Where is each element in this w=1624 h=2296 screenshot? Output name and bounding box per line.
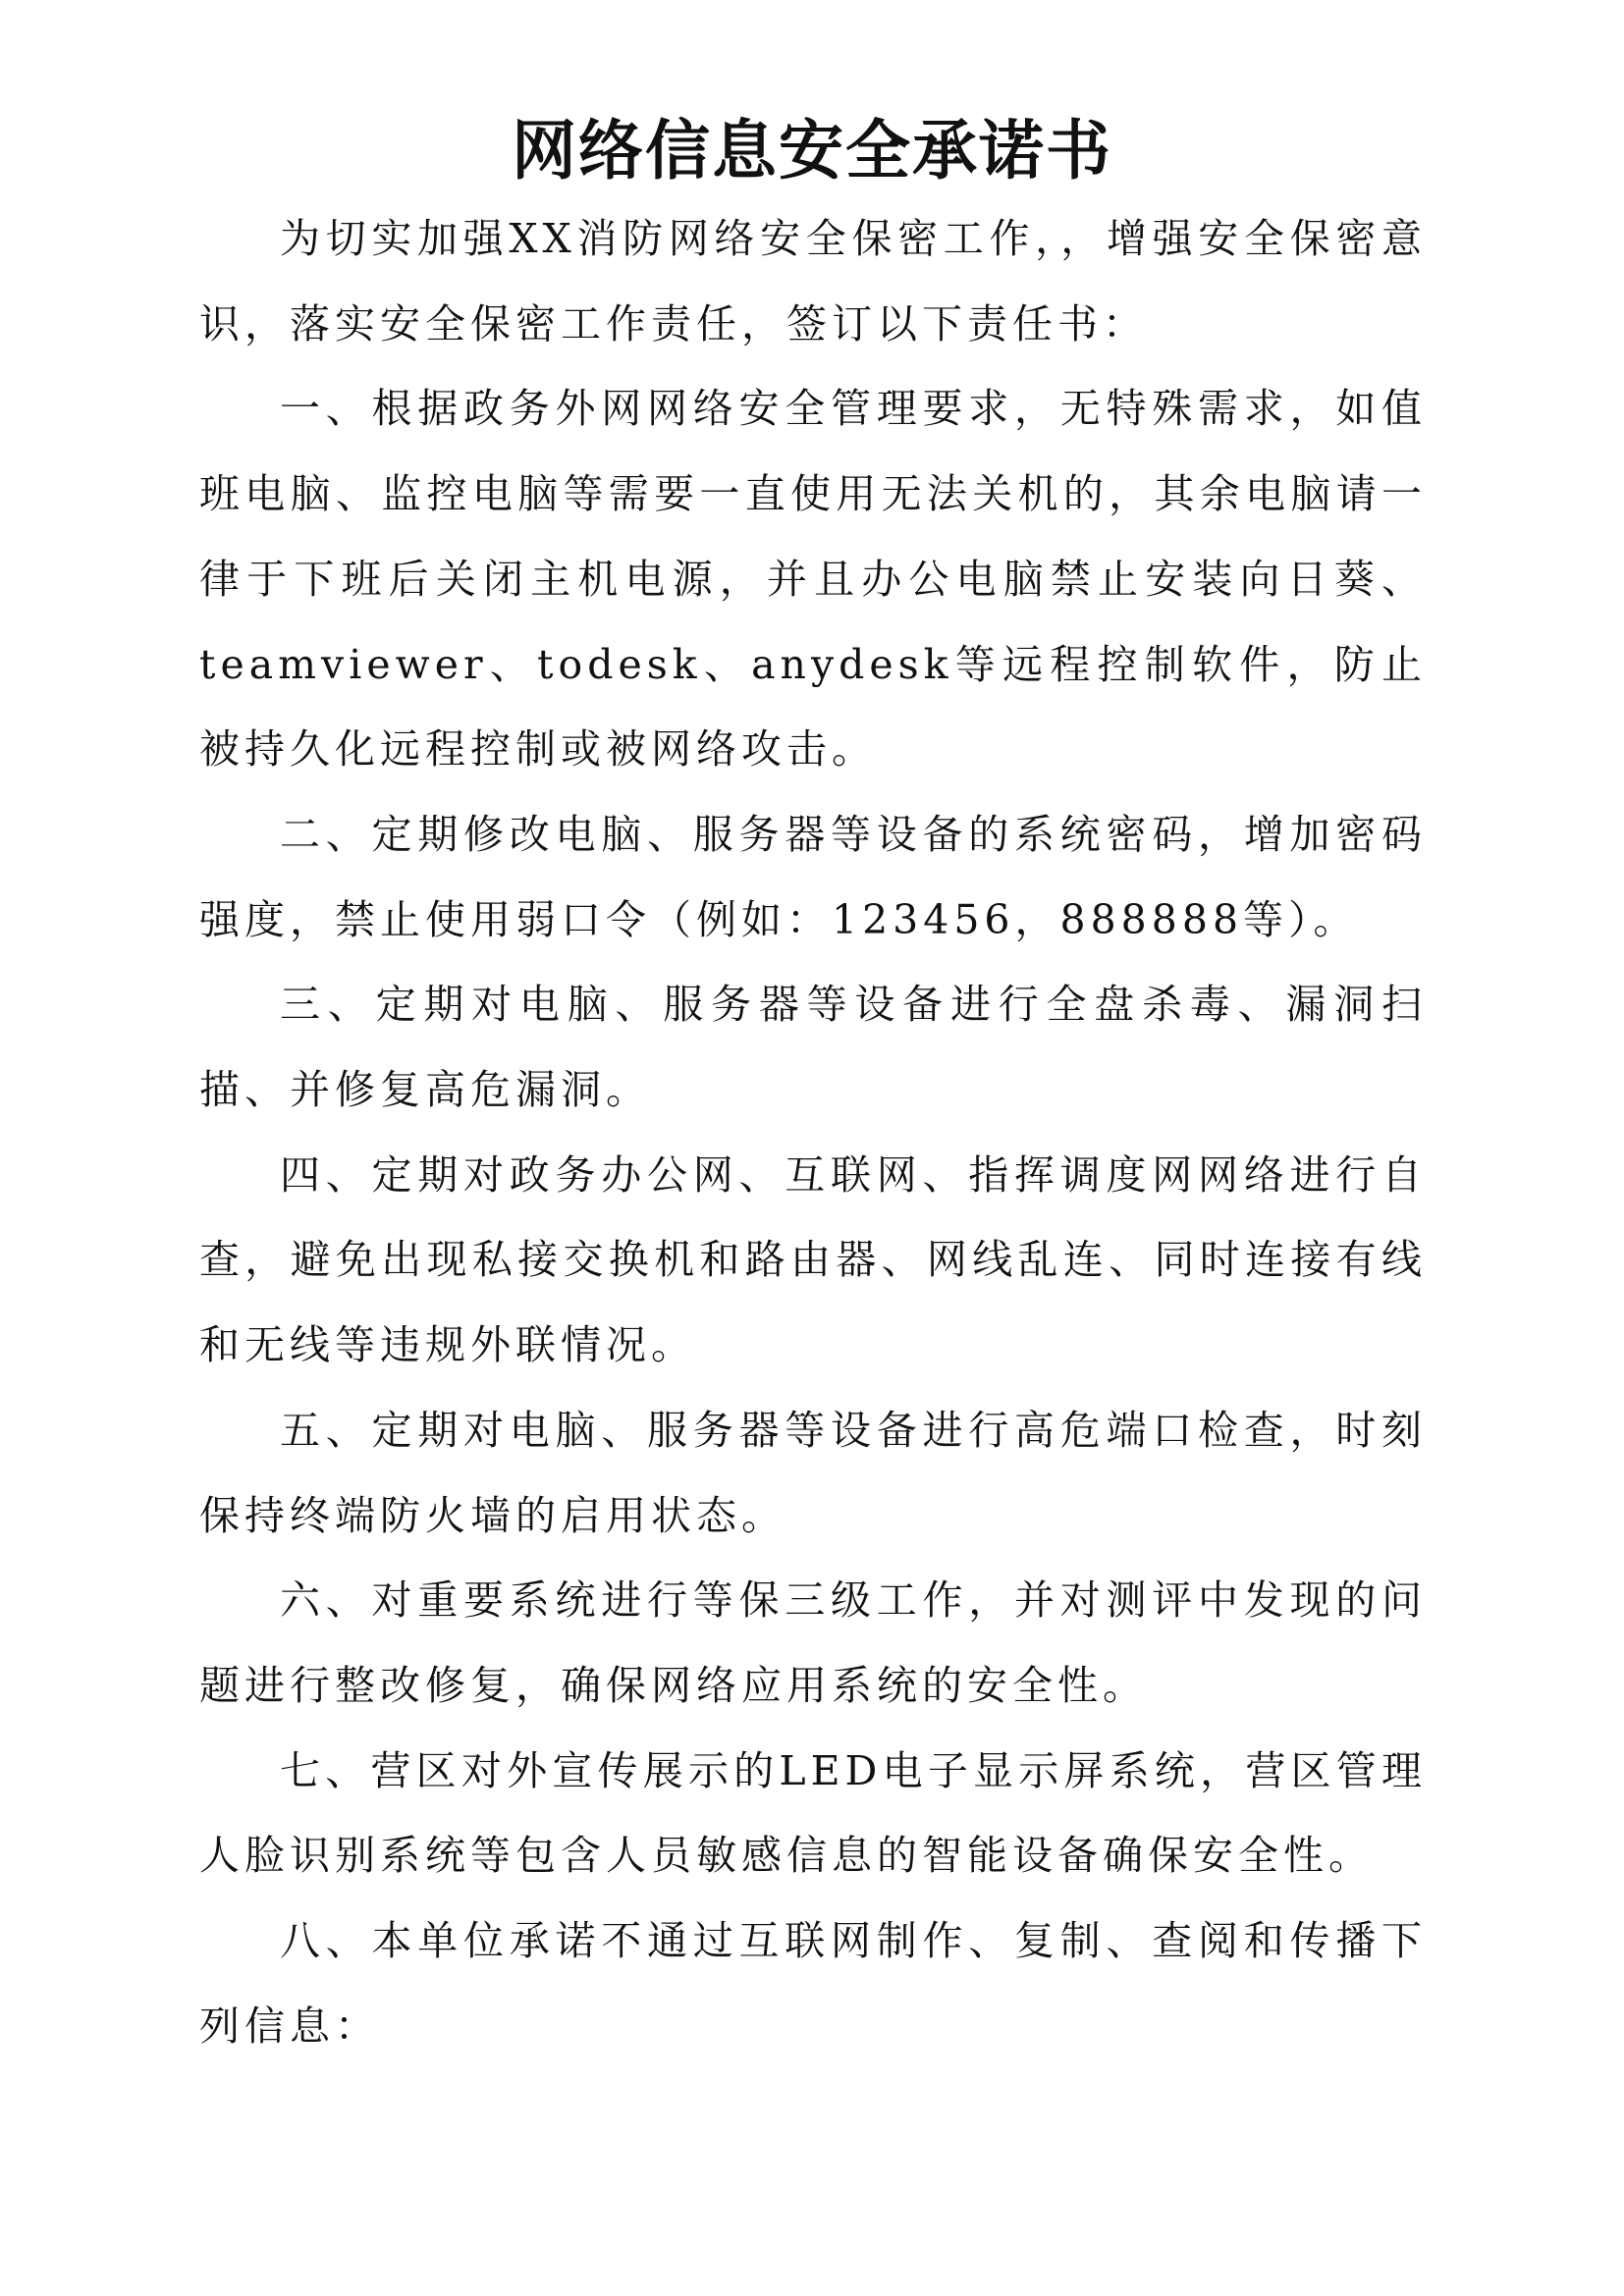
clause-1-paragraph: 一、根据政务外网网络安全管理要求，无特殊需求，如值班电脑、监控电脑等需要一直使用无法关机的，其余电脑请一律于下班后关闭主机电源，并且办公电脑禁止安装向日葵、teamviewer、todesk、anydesk等远程控制软件，防止被持久化远程控制或被网络攻击。 — [199, 385, 1427, 774]
clause-2-paragraph: 二、定期修改电脑、服务器等设备的系统密码，增加密码强度，禁止使用弱口令（例如：123456，888888等）。 — [199, 810, 1427, 943]
clause-5-paragraph: 五、定期对电脑、服务器等设备进行高危端口检查，时刻保持终端防火墙的启用状态。 — [199, 1406, 1427, 1539]
clause-3-paragraph: 三、定期对电脑、服务器等设备进行全盘杀毒、漏洞扫描、并修复高危漏洞。 — [199, 981, 1427, 1114]
intro-paragraph: 为切实加强XX消防网络安全保密工作，，增强安全保密意识，落实安全保密工作责任，签订以下责任书： — [199, 215, 1427, 347]
clause-8-paragraph: 八、本单位承诺不通过互联网制作、复制、查阅和传播下列信息： — [199, 1917, 1427, 2050]
clause-7-paragraph: 七、营区对外宣传展示的LED电子显示屏系统，营区管理人脸识别系统等包含人员敏感信息的智能设备确保安全性。 — [199, 1746, 1427, 1880]
clause-6-paragraph: 六、对重要系统进行等保三级工作，并对测评中发现的问题进行整改修复，确保网络应用系统的安全性。 — [199, 1576, 1427, 1709]
document-body — [199, 196, 1427, 2068]
document-title: 网络信息安全承诺书 — [512, 112, 1112, 188]
clause-4-paragraph: 四、定期对政务办公网、互联网、指挥调度网网络进行自查，避免出现私接交换机和路由器、网线乱连、同时连接有线和无线等违规外联情况。 — [199, 1150, 1427, 1369]
